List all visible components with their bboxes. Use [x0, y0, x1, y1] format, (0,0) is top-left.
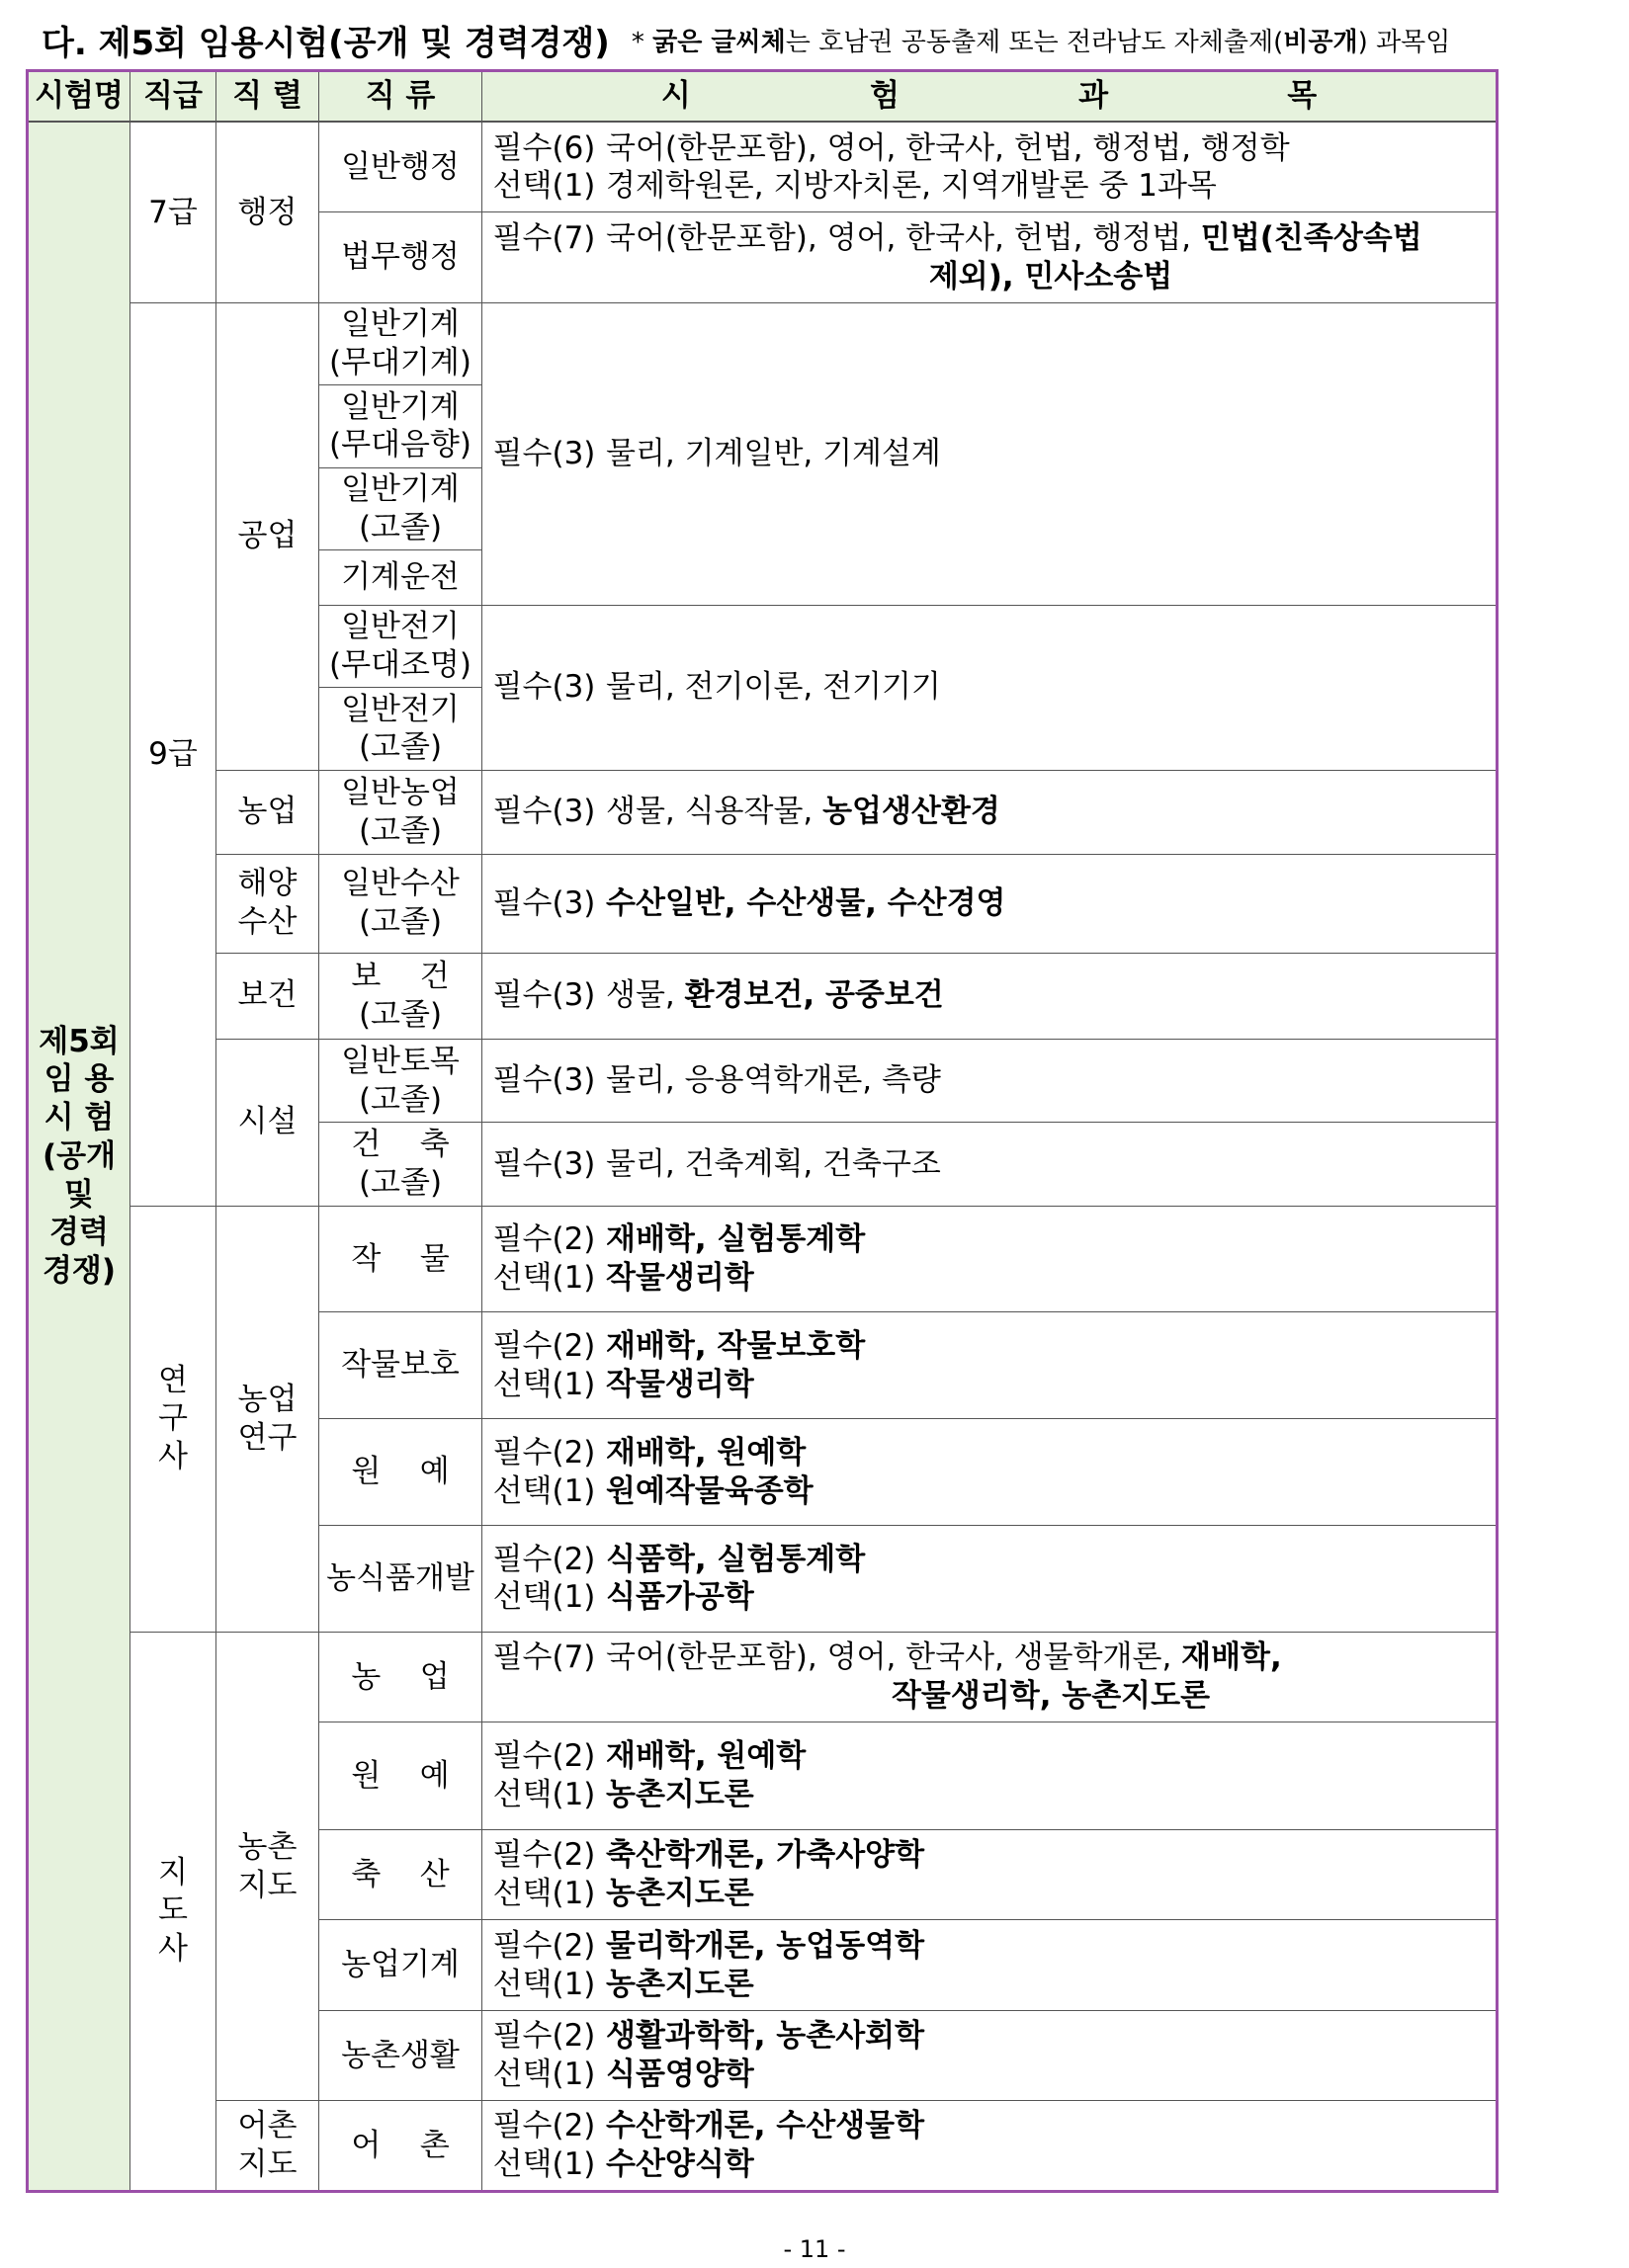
subjects-legal-admin: 필수(7) 국어(한문포함), 영어, 한국사, 헌법, 행정법, 민법(친족상속법 제외), 민사소송법 [482, 212, 1498, 302]
job-livestock: 축 산 [319, 1829, 482, 1919]
job-elec-lighting: 일반전기 (무대조명) [319, 605, 482, 687]
col-grade: 직급 [130, 71, 216, 123]
series-health: 보건 [216, 953, 319, 1039]
subjects-agri-guidance: 필수(7) 국어(한문포함), 영어, 한국사, 생물학개론, 재배학, 작물생리학, 농촌지도론 [482, 1632, 1498, 1722]
grade-9: 9급 [130, 302, 216, 1206]
table-row [28, 1632, 1498, 1722]
table-row [28, 770, 1498, 854]
job-rural-life: 농촌생활 [319, 2010, 482, 2100]
series-rural-guidance: 농촌 지도 [216, 1632, 319, 2101]
subjects-crop: 필수(2) 재배학, 실험통계학 선택(1) 작물생리학 [482, 1206, 1498, 1312]
subjects-agri-food: 필수(2) 식품학, 실험통계학 선택(1) 식품가공학 [482, 1525, 1498, 1632]
series-marine: 해양 수산 [216, 854, 319, 953]
subjects-crop-protection: 필수(2) 재배학, 작물보호학 선택(1) 작물생리학 [482, 1312, 1498, 1419]
job-mech-stage: 일반기계 (무대기계) [319, 302, 482, 384]
exam-name-cell [28, 122, 130, 2191]
series-agri-research: 농업 연구 [216, 1206, 319, 1632]
table-row [28, 302, 1498, 384]
series-industry: 공업 [216, 302, 319, 770]
job-legal-admin: 법무행정 [319, 212, 482, 302]
job-agri-guidance: 농 업 [319, 1632, 482, 1722]
grade-researcher: 연 구 사 [130, 1206, 216, 1632]
subjects-horti-guidance: 필수(2) 재배학, 원예학 선택(1) 농촌지도론 [482, 1722, 1498, 1830]
job-mech-sound: 일반기계 (무대음향) [319, 385, 482, 467]
job-crop-protection: 작물보호 [319, 1312, 482, 1419]
exam-name-label: 제5회 임 용 시 험 (공개 및 경력 경쟁) [39, 1023, 120, 1290]
job-architecture: 건 축 (고졸) [319, 1123, 482, 1206]
grade-guidance: 지 도 사 [130, 1632, 216, 2191]
subjects-fishing: 필수(2) 수산학개론, 수산생물학 선택(1) 수산양식학 [482, 2101, 1498, 2192]
series-facility: 시설 [216, 1039, 319, 1206]
job-general-agri: 일반농업 (고졸) [319, 770, 482, 854]
grade-7: 7급 [130, 122, 216, 302]
table-row [28, 1039, 1498, 1122]
job-agri-machinery: 농업기계 [319, 1920, 482, 2010]
job-agri-food: 농식품개발 [319, 1525, 482, 1632]
col-exam-name: 시험명 [28, 71, 130, 123]
job-general-admin: 일반행정 [319, 122, 482, 211]
table-row [28, 1206, 1498, 1312]
subjects-general-agri: 필수(3) 생물, 식용작물, 농업생산환경 [482, 770, 1498, 854]
section-title: 다. 제5회 임용시험(공개 및 경력경쟁) [42, 23, 610, 63]
header-row [28, 71, 1498, 123]
col-subjects: 시 험 과 목 [482, 71, 1498, 123]
table-row [28, 122, 1498, 211]
section-heading [42, 10, 1584, 69]
subjects-general-fishery: 필수(3) 수산일반, 수산생물, 수산경영 [482, 854, 1498, 953]
series-agriculture: 농업 [216, 770, 319, 854]
subjects-civil: 필수(3) 물리, 응용역학개론, 측량 [482, 1039, 1498, 1122]
job-crop: 작 물 [319, 1206, 482, 1312]
job-health: 보 건 (고졸) [319, 953, 482, 1039]
subjects-mechanical: 필수(3) 물리, 기계일반, 기계설계 [482, 302, 1498, 605]
section-note: * 굵은 글씨체는 호남권 공동출제 또는 전라남도 자체출제(비공개) 과목임 [631, 27, 1451, 57]
subjects-rural-life: 필수(2) 생활과학학, 농촌사회학 선택(1) 식품영양학 [482, 2010, 1498, 2100]
job-elec-hs: 일반전기 (고졸) [319, 688, 482, 770]
table-row [28, 2101, 1498, 2192]
subjects-general-admin: 필수(6) 국어(한문포함), 영어, 한국사, 헌법, 행정법, 행정학 선택(1) 경제학원론, 지방자치론, 지역개발론 중 1과목 [482, 122, 1498, 211]
col-series: 직 렬 [216, 71, 319, 123]
job-civil: 일반토목 (고졸) [319, 1039, 482, 1122]
subjects-health: 필수(3) 생물, 환경보건, 공중보건 [482, 953, 1498, 1039]
job-horticulture: 원 예 [319, 1419, 482, 1526]
subjects-livestock: 필수(2) 축산학개론, 가축사양학 선택(1) 농촌지도론 [482, 1829, 1498, 1919]
exam-subjects-table [26, 69, 1499, 2193]
page-number: - 11 - [783, 2235, 846, 2263]
job-general-fishery: 일반수산 (고졸) [319, 854, 482, 953]
subjects-horticulture: 필수(2) 재배학, 원예학 선택(1) 원예작물육종학 [482, 1419, 1498, 1526]
col-job: 직 류 [319, 71, 482, 123]
subjects-electrical: 필수(3) 물리, 전기이론, 전기기기 [482, 605, 1498, 770]
job-horti-guidance: 원 예 [319, 1722, 482, 1830]
table-row [28, 854, 1498, 953]
subjects-architecture: 필수(3) 물리, 건축계획, 건축구조 [482, 1123, 1498, 1206]
job-mech-operation: 기계운전 [319, 549, 482, 605]
job-fishing: 어 촌 [319, 2101, 482, 2192]
series-admin: 행정 [216, 122, 319, 302]
table-row [28, 953, 1498, 1039]
subjects-agri-machinery: 필수(2) 물리학개론, 농업동역학 선택(1) 농촌지도론 [482, 1920, 1498, 2010]
series-fishing-guidance: 어촌 지도 [216, 2101, 319, 2192]
job-mech-hs: 일반기계 (고졸) [319, 467, 482, 549]
